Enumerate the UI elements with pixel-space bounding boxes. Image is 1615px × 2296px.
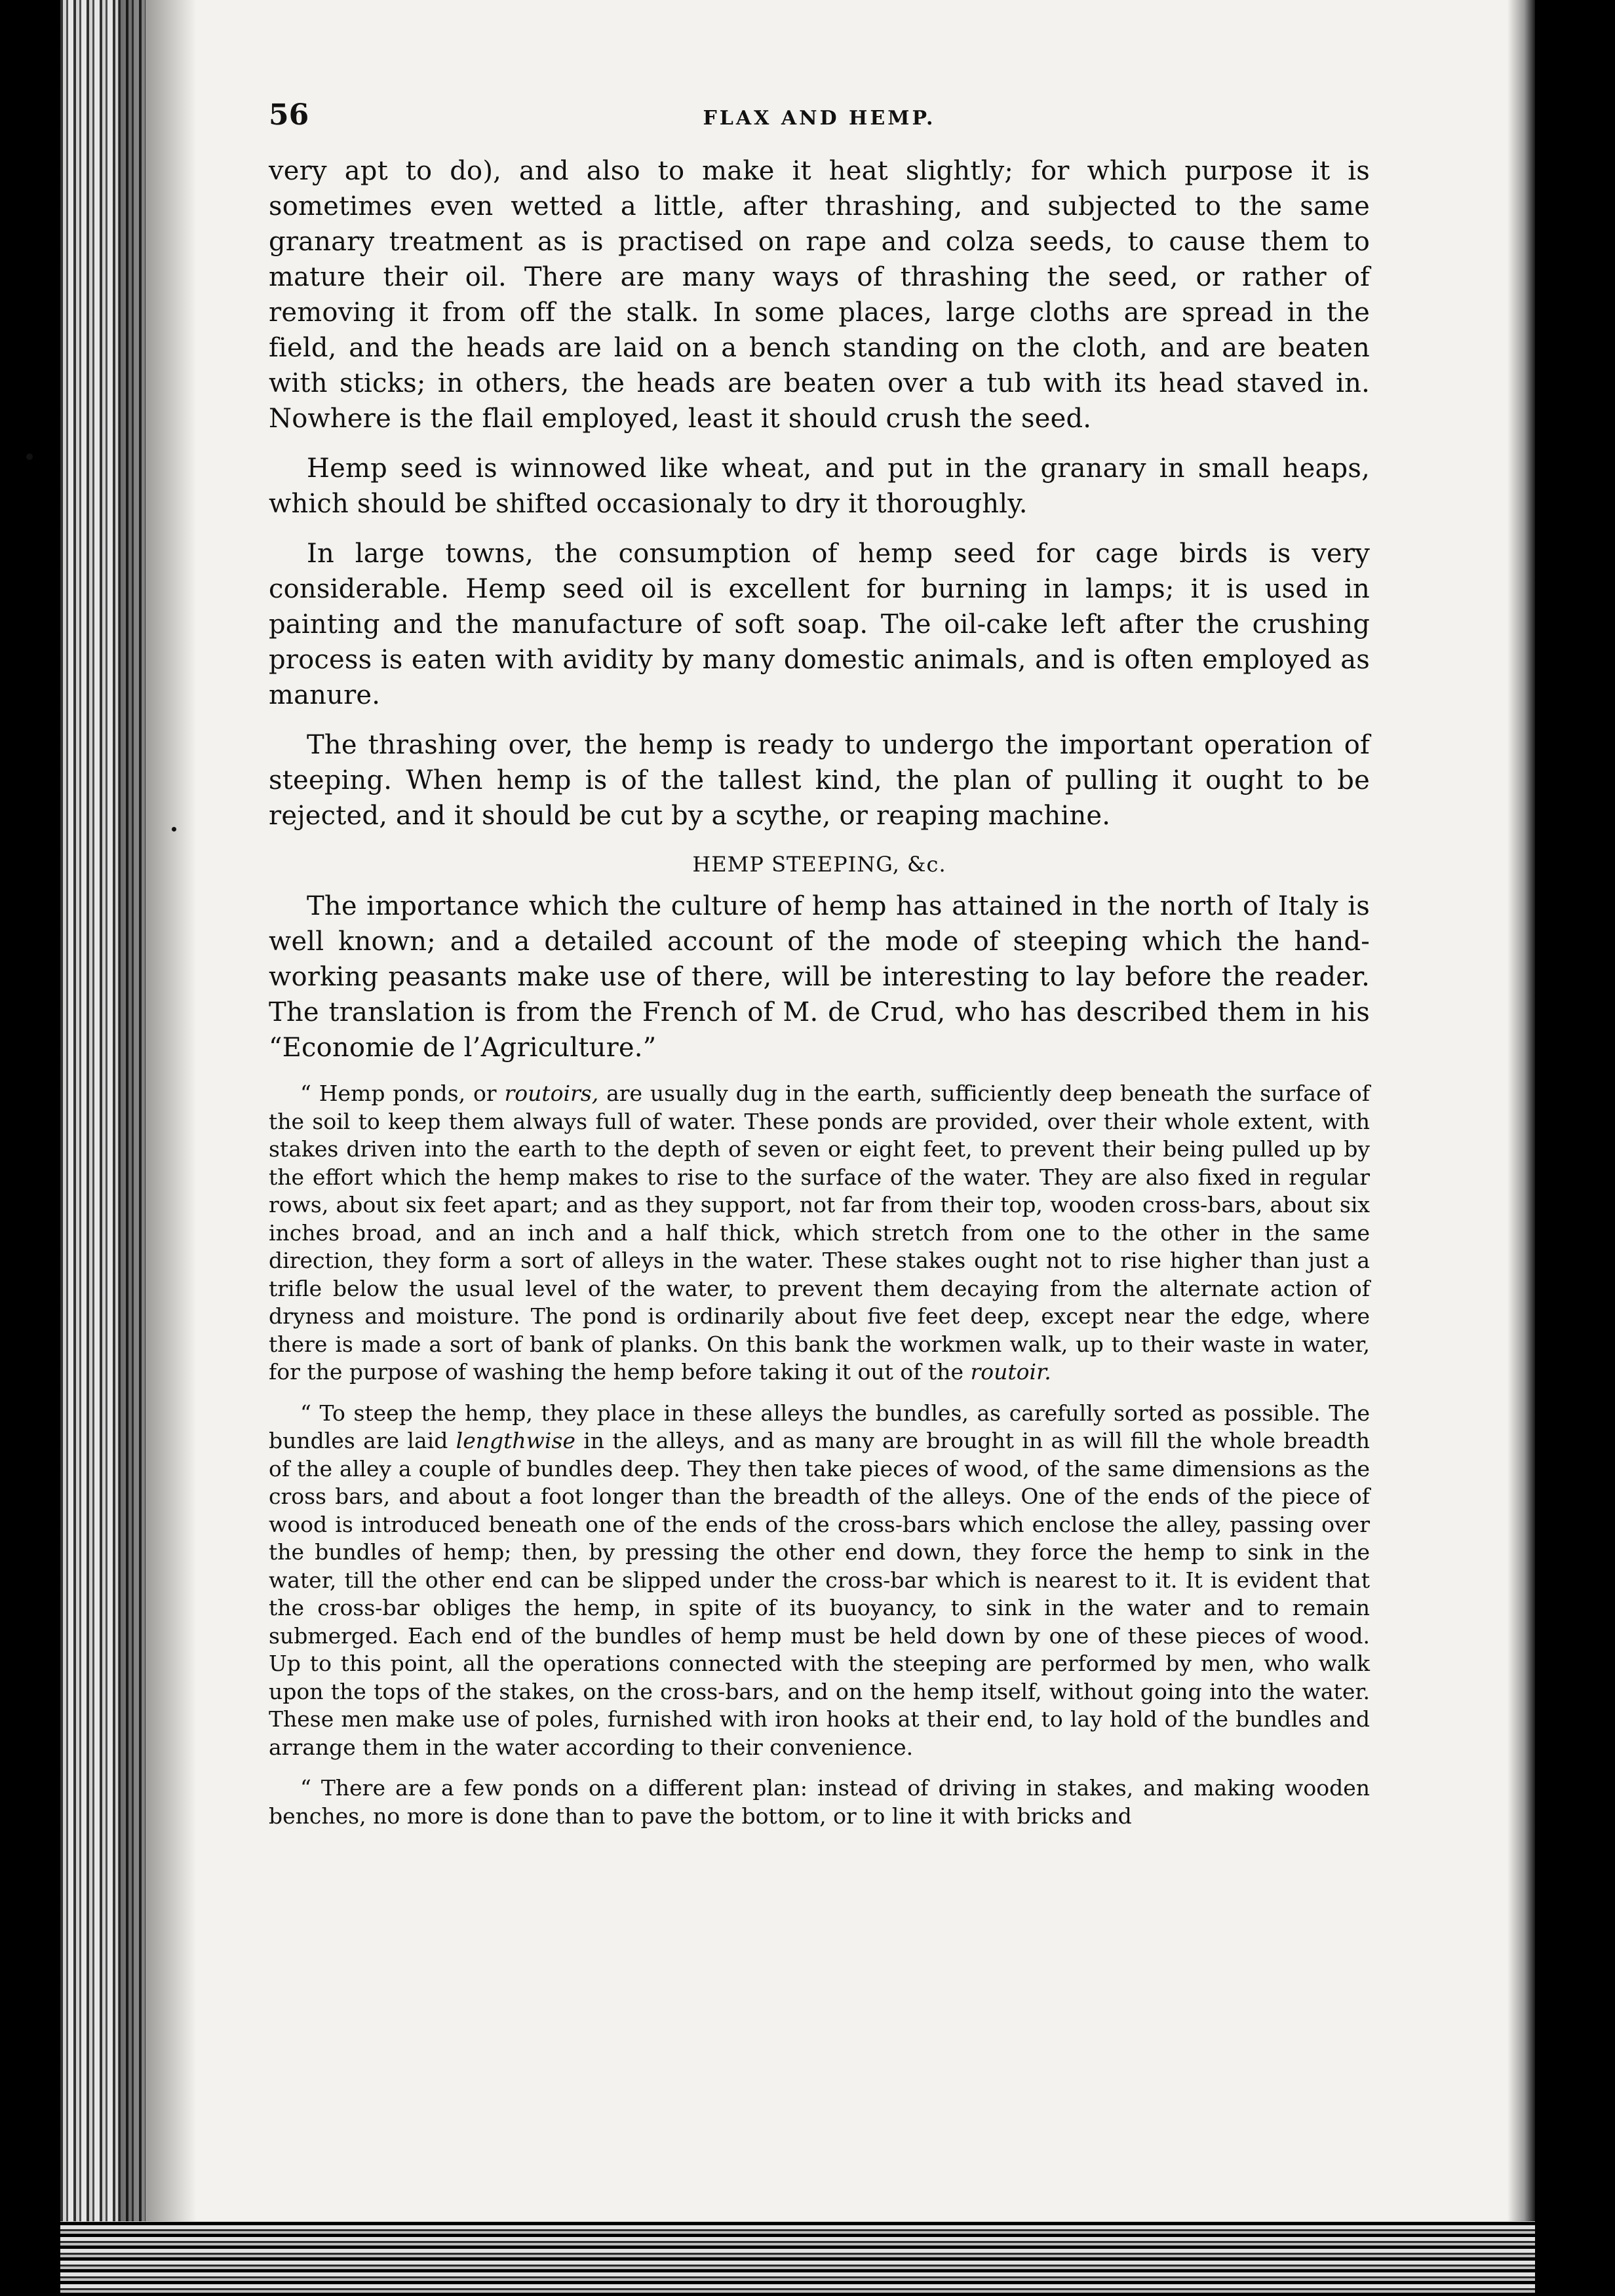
quoted-paragraph xyxy=(269,1400,1370,1762)
paragraph: Hemp seed is winnowed like wheat, and put in the granary in small heaps, which should be shifted occasionaly to dry it thoroughly. xyxy=(269,453,1370,519)
section-intro-paragraph: The importance which the culture of hemp has attained in the north of Italy is well known; and a detailed account of the mode of steeping which the hand-working peasants make use of there, will be interesting to lay before the reader. The translation is from the French of M. de Crud, who has described them in his “Economie de l’Agriculture.” xyxy=(269,891,1370,1063)
running-header xyxy=(269,98,1370,144)
page-text-block xyxy=(269,98,1370,1843)
scan-speck xyxy=(172,827,176,832)
paragraph: The thrashing over, the hemp is ready to undergo the important operation of steeping. When hemp is of the tallest kind, the plan of pulling it ought to be rejected, and it should be cut by a scythe, or reaping machine. xyxy=(269,730,1370,831)
quoted-paragraph: “ There are a few ponds on a different plan: instead of driving in stakes, and making wooden benches, no more is done than to pave the bottom, or to line it with bricks and xyxy=(269,1775,1370,1829)
quote-text: are usually dug in the earth, sufficiently deep beneath the surface of the soil to keep them always full of water. These ponds are provided, over their whole extent, with stakes driven into the earth to the depth of seven or eight feet, to prevent their being pulled up by the effort which the hemp makes to rise to the surface of the water. They are also fixed in regular rows, about six feet apart; and as they support, not far from their top, wooden cross-bars, about six inches broad, and an inch and a half thick, which stretch from one to the other in the same direction, they form a sort of alleys in the water. These stakes ought not to rise higher than just a trifle below the usual level of the water, to prevent them decaying from the alternate action of dryness and moisture. The pond is ordinarily about five feet deep, except near the edge, where there is made a sort of bank of planks. On this bank the workmen walk, up to their waste in water, for the purpose of washing the hemp before taking it out of the xyxy=(269,1081,1370,1385)
paragraph: In large towns, the consumption of hemp seed for cage birds is very considerable. Hemp seed oil is excellent for burning in lamps; it is used in painting and the manufacture of soft soap. The oil-cake left after the crushing process is eaten with avidity by many domestic animals, and is often employed as manure. xyxy=(269,539,1370,710)
quote-italic-term: lengthwise xyxy=(456,1428,575,1453)
quote-italic-term: routoir. xyxy=(970,1359,1051,1385)
quoted-paragraph xyxy=(269,1080,1370,1387)
section-heading: HEMP STEEPING, &c. xyxy=(692,852,946,877)
quote-text: in the alleys, and as many are brought in as will fill the whole breadth of the alley a couple of bundles deep. They then take pieces of wood, of the same dimensions as the cross bars, and about a foot longer than the breadth of the alleys. One of the ends of the piece of wood is introduced beneath one of the ends of the cross-bars which enclose the alley, passing over the bundles of hemp; then, by pressing the other end down, they force the hemp to sink in the water, till the other end can be slipped under the cross-bar which is nearest to it. It is evident that the cross-bar obliges the hemp, in spite of its buoyancy, to sink in the water and to remain submerged. Each end of the bundles of hemp must be held down by one of these pieces of wood. Up to this point, all the operations connected with the steeping are performed by men, who walk upon the tops of the stakes, on the cross-bars, and on the hemp itself, without going into the water. These men make use of poles, furnished with iron hooks at their end, to lay hold of the bundles and arrange them in the water according to their convenience. xyxy=(269,1428,1370,1760)
page-stack-bottom-edge xyxy=(60,2221,1535,2296)
quote-text: “ Hemp ponds, or xyxy=(300,1081,505,1106)
paragraph: very apt to do), and also to make it heat slightly; for which purpose it is sometimes even wetted a little, after thrashing, and subjected to the same granary treatment as is practised on rape and colza seeds, to cause them to mature their oil. There are many ways of thrashing the seed, or rather of removing it from off the stalk. In some places, large cloths are spread in the field, and the heads are laid on a bench standing on the cloth, and are beaten with sticks; in others, the heads are beaten over a tub with its head staved in. Nowhere is the flail employed, least it should crush the seed. xyxy=(269,156,1370,434)
quote-text: “ To steep the hemp, they place in these alleys the bundles, as carefully sorted as possible. The bundles are laid xyxy=(269,1400,1370,1453)
gutter-shadow xyxy=(118,0,197,2296)
page-right-edge xyxy=(1508,0,1535,2296)
page-number: 56 xyxy=(269,98,309,132)
scan-speck xyxy=(26,453,33,460)
running-title: FLAX AND HEMP. xyxy=(703,107,936,130)
quote-italic-term: routoirs, xyxy=(504,1081,599,1106)
